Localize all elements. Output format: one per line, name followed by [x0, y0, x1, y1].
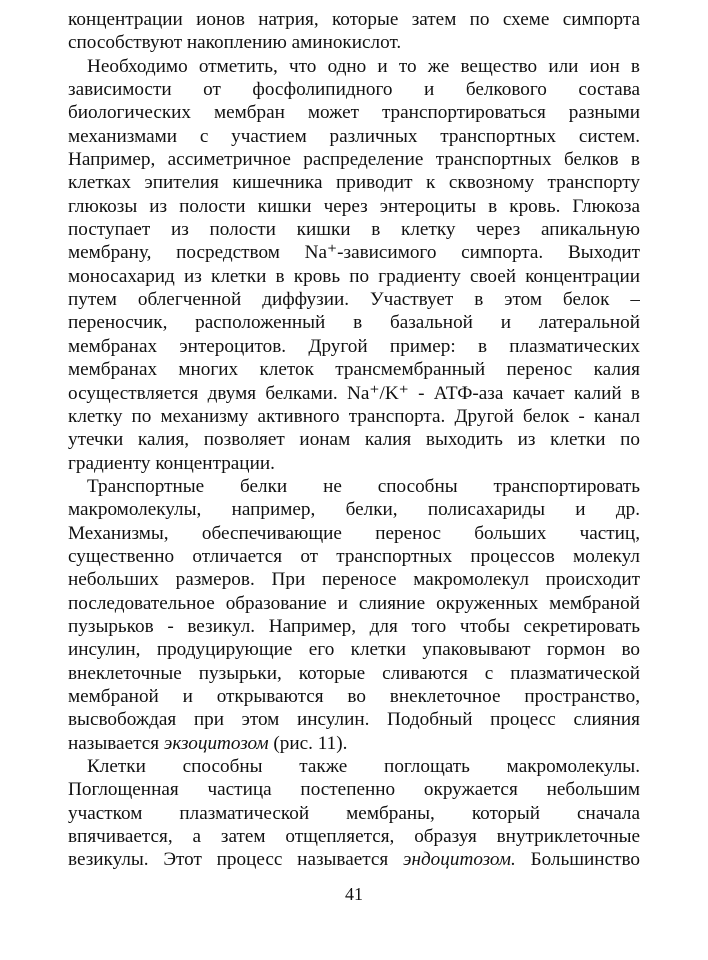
text-line: пузырьков - везикул. Например, для того чтобы секретировать	[68, 615, 640, 637]
text-segment: называется	[68, 732, 164, 754]
text-line: утечки калия, позволяет ионам калия выходить из клетки по	[68, 429, 640, 451]
text-line: клетку по механизму активного транспорта. Другой белок - канал	[68, 405, 640, 427]
text-line: поступает из полости кишки в клетку через апикальную	[68, 219, 640, 241]
text-line: макромолекулы, например, белки, полисахариды и др.	[68, 499, 640, 521]
text-line: Клетки способны также поглощать макромолекулы.	[87, 756, 640, 777]
text-line	[68, 848, 640, 871]
text-line: способствуют накоплению аминокислот.	[68, 32, 402, 54]
text-line: мембраной и открываются во внеклеточное пространство,	[68, 685, 640, 707]
text-line: последовательное образование и слияние окруженных мембраной	[68, 592, 640, 614]
text-segment: Большинство	[515, 849, 640, 871]
text-line	[68, 732, 640, 755]
term-exocytosis: экзоцитозом	[163, 732, 269, 754]
text-line: инсулин, продуцирующие его клетки упаковывают гормон во	[68, 639, 640, 661]
text-line: зависимости от фосфолипидного и белкового состава	[68, 79, 640, 101]
text-line: участком плазматической мембраны, который сначала	[68, 802, 640, 824]
paragraph-4	[68, 755, 640, 872]
paragraph-3	[68, 475, 640, 755]
text-line: Например, ассиметричное распределение транспортных белков в	[68, 149, 640, 171]
text-line: Поглощенная частица постепенно окружается небольшим	[68, 779, 640, 801]
text-line: мембранах многих клеток трансмембранный перенос калия	[68, 359, 640, 381]
text-line: небольших размеров. При переносе макромолекул происходит	[68, 569, 640, 591]
text-line: впячивается, а затем отщепляется, образуя внутриклеточные	[68, 826, 640, 848]
term-endocytosis: эндоцитозом.	[403, 849, 516, 871]
text-line: внеклеточные пузырьки, которые сливаются с плазматической	[68, 662, 640, 684]
paragraph-2	[68, 55, 640, 475]
paragraph-1	[68, 8, 640, 55]
body-text	[68, 8, 640, 872]
text-line: осуществляется двумя белками. Na⁺/K⁺ - АТФ-аза качает калий в	[68, 382, 640, 404]
text-line: механизмами с участием различных транспортных систем.	[68, 125, 640, 147]
text-line: переносчик, расположенный в базальной и латеральной	[68, 312, 640, 334]
text-segment: везикулы. Этот процесс называется	[68, 849, 403, 871]
text-line: путем облегченной диффузии. Участвует в этом белок –	[68, 289, 640, 311]
text-line: мембранах энтероцитов. Другой пример: в плазматических	[68, 335, 640, 357]
text-segment: (рис. 11).	[268, 732, 348, 754]
text-line: Необходимо отметить, что одно и то же вещество или ион в	[87, 55, 640, 77]
text-line: моносахарид из клетки в кровь по градиенту своей концентрации	[68, 265, 640, 287]
text-line: мембрану, посредством Na⁺-зависимого симпорта. Выходит	[68, 242, 640, 264]
text-line: Транспортные белки не способны транспортировать	[87, 475, 640, 497]
text-line: Механизмы, обеспечивающие перенос больших частиц,	[68, 522, 640, 544]
text-line: высвобождая при этом инсулин. Подобный процесс слияния	[68, 709, 640, 731]
text-line: градиенту концентрации.	[68, 452, 275, 474]
text-line: концентрации ионов натрия, которые затем по схеме симпорта	[68, 9, 640, 30]
text-line: существенно отличается от транспортных процессов молекул	[68, 545, 640, 567]
text-line: глюкозы из полости кишки через энтероциты в кровь. Глюкоза	[68, 195, 640, 217]
text-line: клетках эпителия кишечника приводит к сквозному транспорту	[68, 172, 640, 194]
text-line: биологических мембран может транспортироваться разными	[68, 102, 640, 124]
page-number: 41	[345, 884, 363, 904]
